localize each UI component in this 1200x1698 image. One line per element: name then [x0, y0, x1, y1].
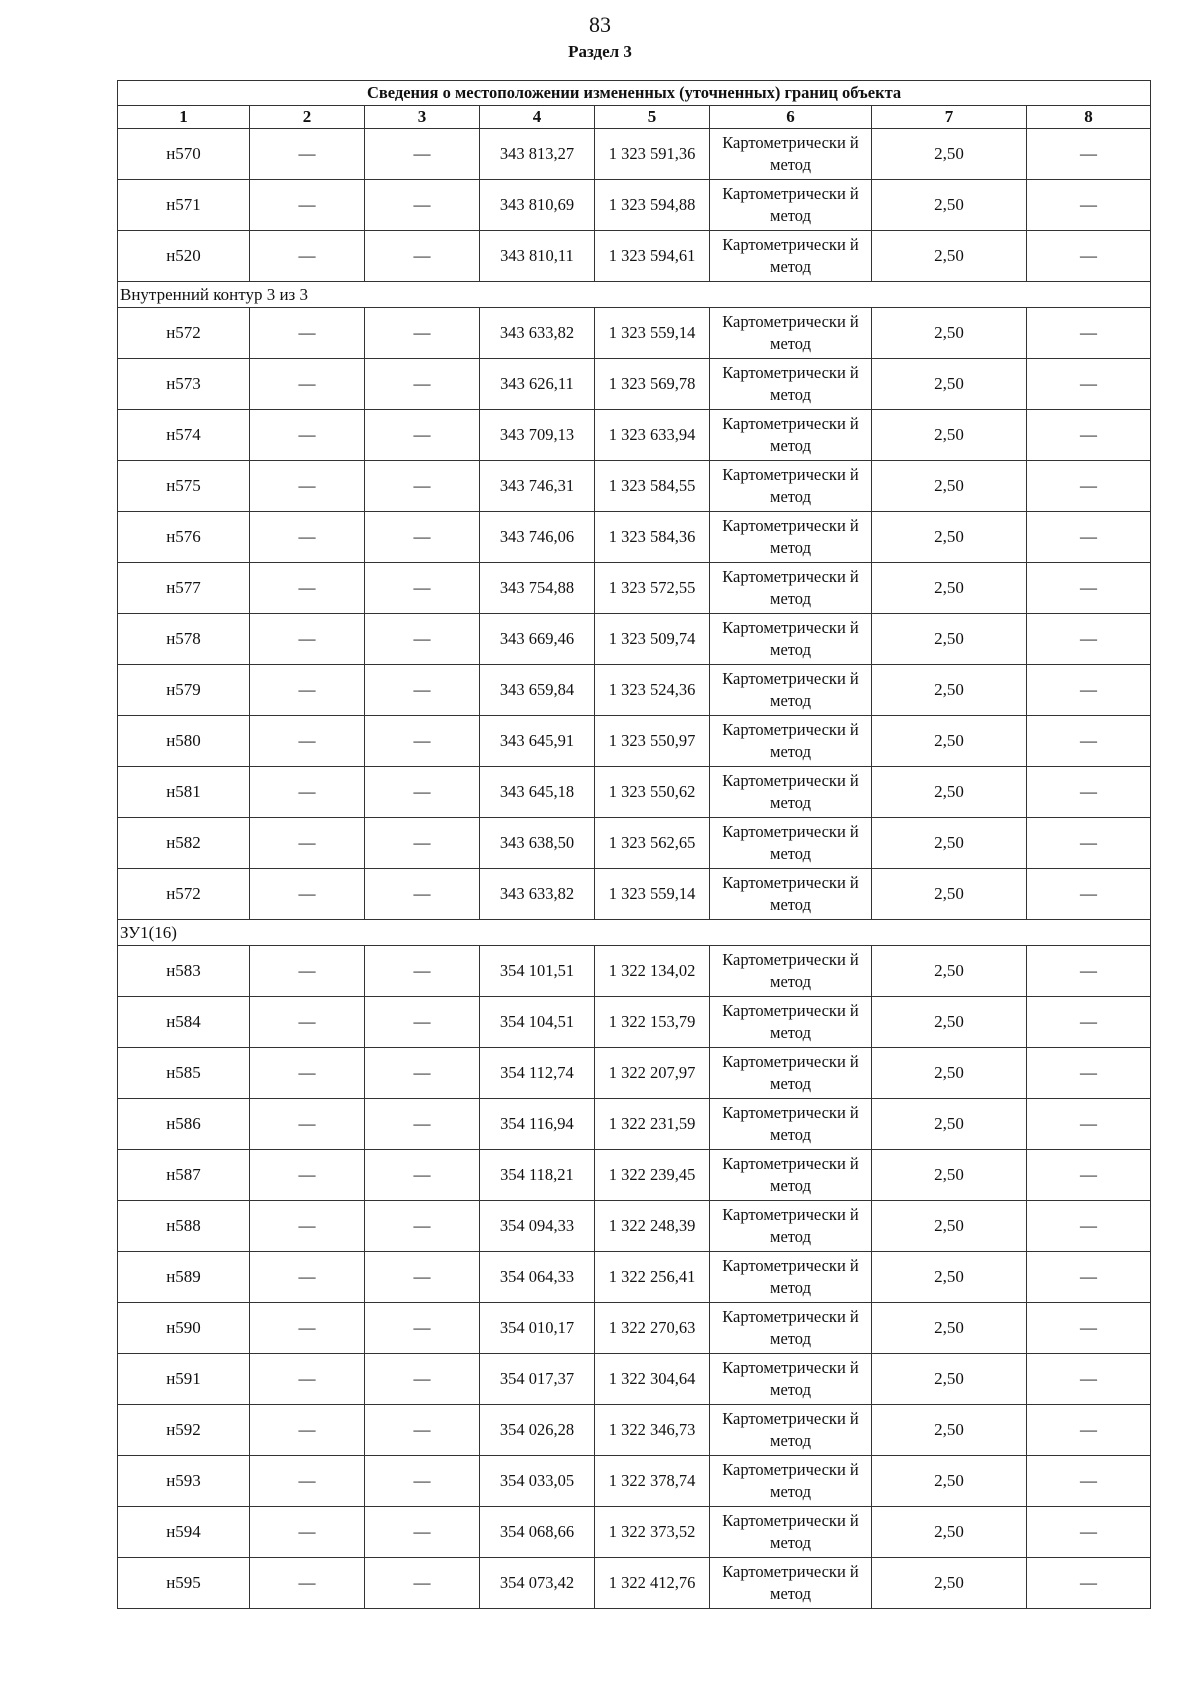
- point-number: н590: [118, 1303, 250, 1354]
- table-row: [118, 129, 1151, 180]
- coordinate-y: 1 323 594,61: [595, 231, 710, 282]
- cell-col-8: —: [1027, 818, 1151, 869]
- column-number: 1: [118, 106, 250, 129]
- table-row: [118, 231, 1151, 282]
- cell-col-3: —: [365, 461, 480, 512]
- cell-col-2: —: [250, 716, 365, 767]
- contour-header-row: [118, 282, 1151, 308]
- cell-col-8: —: [1027, 614, 1151, 665]
- point-number: н572: [118, 308, 250, 359]
- cell-col-2: —: [250, 869, 365, 920]
- cell-col-8: —: [1027, 997, 1151, 1048]
- cell-col-8: —: [1027, 410, 1151, 461]
- point-number: н576: [118, 512, 250, 563]
- page-number: 83: [589, 12, 611, 37]
- column-number: 5: [595, 106, 710, 129]
- column-number-row: [118, 106, 1151, 129]
- column-number: 4: [480, 106, 595, 129]
- method: Картометрически й метод: [710, 180, 872, 231]
- cell-col-8: —: [1027, 1099, 1151, 1150]
- column-number: 6: [710, 106, 872, 129]
- cell-col-2: —: [250, 563, 365, 614]
- table-row: [118, 1252, 1151, 1303]
- method: Картометрически й метод: [710, 1201, 872, 1252]
- coordinate-x: 343 746,06: [480, 512, 595, 563]
- accuracy: 2,50: [872, 716, 1027, 767]
- coordinate-x: 354 094,33: [480, 1201, 595, 1252]
- cell-col-2: —: [250, 1507, 365, 1558]
- coordinate-x: 343 754,88: [480, 563, 595, 614]
- cell-col-2: —: [250, 1252, 365, 1303]
- cell-col-2: —: [250, 1303, 365, 1354]
- coordinate-y: 1 323 584,36: [595, 512, 710, 563]
- accuracy: 2,50: [872, 1252, 1027, 1303]
- table-row: [118, 180, 1151, 231]
- point-number: н579: [118, 665, 250, 716]
- point-number: н572: [118, 869, 250, 920]
- cell-col-8: —: [1027, 512, 1151, 563]
- cell-col-3: —: [365, 1558, 480, 1609]
- coordinate-x: 343 633,82: [480, 869, 595, 920]
- cell-col-3: —: [365, 818, 480, 869]
- accuracy: 2,50: [872, 1099, 1027, 1150]
- point-number: н595: [118, 1558, 250, 1609]
- table-row: [118, 869, 1151, 920]
- coordinate-y: 1 322 134,02: [595, 946, 710, 997]
- coordinate-x: 354 104,51: [480, 997, 595, 1048]
- table-row: [118, 1303, 1151, 1354]
- cell-col-8: —: [1027, 563, 1151, 614]
- method: Картометрически й метод: [710, 716, 872, 767]
- accuracy: 2,50: [872, 129, 1027, 180]
- point-number: н585: [118, 1048, 250, 1099]
- coordinate-y: 1 323 559,14: [595, 869, 710, 920]
- cell-col-2: —: [250, 1354, 365, 1405]
- coordinate-y: 1 323 509,74: [595, 614, 710, 665]
- cell-col-2: —: [250, 665, 365, 716]
- cell-col-2: —: [250, 1558, 365, 1609]
- point-number: н589: [118, 1252, 250, 1303]
- table-row: [118, 1201, 1151, 1252]
- cell-col-2: —: [250, 512, 365, 563]
- point-number: н586: [118, 1099, 250, 1150]
- table-row: [118, 1150, 1151, 1201]
- method: Картометрически й метод: [710, 767, 872, 818]
- cell-col-3: —: [365, 1405, 480, 1456]
- coordinate-x: 343 709,13: [480, 410, 595, 461]
- coordinate-y: 1 322 346,73: [595, 1405, 710, 1456]
- cell-col-3: —: [365, 308, 480, 359]
- point-number: н577: [118, 563, 250, 614]
- cell-col-3: —: [365, 1048, 480, 1099]
- cell-col-3: —: [365, 410, 480, 461]
- method: Картометрически й метод: [710, 1405, 872, 1456]
- cell-col-8: —: [1027, 359, 1151, 410]
- cell-col-3: —: [365, 665, 480, 716]
- point-number: н574: [118, 410, 250, 461]
- cell-col-3: —: [365, 231, 480, 282]
- cell-col-3: —: [365, 563, 480, 614]
- point-number: н591: [118, 1354, 250, 1405]
- coordinate-y: 1 322 270,63: [595, 1303, 710, 1354]
- point-number: н575: [118, 461, 250, 512]
- point-number: н587: [118, 1150, 250, 1201]
- coordinate-x: 354 073,42: [480, 1558, 595, 1609]
- cell-col-2: —: [250, 461, 365, 512]
- point-number: н580: [118, 716, 250, 767]
- coordinate-x: 343 645,18: [480, 767, 595, 818]
- cell-col-2: —: [250, 614, 365, 665]
- table-row: [118, 614, 1151, 665]
- cell-col-8: —: [1027, 1558, 1151, 1609]
- table-row: [118, 716, 1151, 767]
- cell-col-3: —: [365, 1456, 480, 1507]
- accuracy: 2,50: [872, 1150, 1027, 1201]
- cell-col-8: —: [1027, 1507, 1151, 1558]
- coordinate-y: 1 323 550,97: [595, 716, 710, 767]
- cell-col-3: —: [365, 869, 480, 920]
- cell-col-8: —: [1027, 1303, 1151, 1354]
- cell-col-3: —: [365, 614, 480, 665]
- table-row: [118, 1456, 1151, 1507]
- coordinate-x: 343 813,27: [480, 129, 595, 180]
- table-title: Сведения о местоположении измененных (уточненных) границ объекта: [118, 81, 1151, 106]
- method: Картометрически й метод: [710, 997, 872, 1048]
- coordinate-y: 1 323 569,78: [595, 359, 710, 410]
- cell-col-3: —: [365, 1354, 480, 1405]
- accuracy: 2,50: [872, 997, 1027, 1048]
- column-number: 2: [250, 106, 365, 129]
- cell-col-3: —: [365, 512, 480, 563]
- table-row: [118, 461, 1151, 512]
- cell-col-3: —: [365, 1252, 480, 1303]
- accuracy: 2,50: [872, 1405, 1027, 1456]
- table-row: [118, 1354, 1151, 1405]
- coordinate-x: 354 017,37: [480, 1354, 595, 1405]
- coordinate-y: 1 322 256,41: [595, 1252, 710, 1303]
- table-row: [118, 818, 1151, 869]
- accuracy: 2,50: [872, 1558, 1027, 1609]
- coordinate-y: 1 322 231,59: [595, 1099, 710, 1150]
- coordinate-y: 1 322 373,52: [595, 1507, 710, 1558]
- cell-col-2: —: [250, 129, 365, 180]
- method: Картометрически й метод: [710, 1048, 872, 1099]
- point-number: н592: [118, 1405, 250, 1456]
- column-number: 3: [365, 106, 480, 129]
- cell-col-8: —: [1027, 1252, 1151, 1303]
- method: Картометрически й метод: [710, 1099, 872, 1150]
- cell-col-3: —: [365, 359, 480, 410]
- table-row: [118, 410, 1151, 461]
- cell-col-3: —: [365, 180, 480, 231]
- table-row: [118, 1405, 1151, 1456]
- coordinate-y: 1 322 239,45: [595, 1150, 710, 1201]
- method: Картометрически й метод: [710, 129, 872, 180]
- table-row: [118, 308, 1151, 359]
- coordinate-y: 1 323 524,36: [595, 665, 710, 716]
- table-row: [118, 359, 1151, 410]
- coordinate-y: 1 322 412,76: [595, 1558, 710, 1609]
- cell-col-8: —: [1027, 1405, 1151, 1456]
- coordinate-x: 343 810,69: [480, 180, 595, 231]
- cell-col-8: —: [1027, 869, 1151, 920]
- coordinate-x: 354 101,51: [480, 946, 595, 997]
- coordinate-y: 1 323 591,36: [595, 129, 710, 180]
- cell-col-8: —: [1027, 716, 1151, 767]
- accuracy: 2,50: [872, 308, 1027, 359]
- method: Картометрически й метод: [710, 614, 872, 665]
- coordinate-y: 1 323 550,62: [595, 767, 710, 818]
- cell-col-8: —: [1027, 1201, 1151, 1252]
- contour-label: ЗУ1(16): [118, 920, 1151, 946]
- point-number: н581: [118, 767, 250, 818]
- column-number: 8: [1027, 106, 1151, 129]
- coordinate-x: 343 638,50: [480, 818, 595, 869]
- accuracy: 2,50: [872, 1354, 1027, 1405]
- coordinate-x: 343 645,91: [480, 716, 595, 767]
- coordinate-y: 1 322 153,79: [595, 997, 710, 1048]
- coordinate-y: 1 322 207,97: [595, 1048, 710, 1099]
- method: Картометрически й метод: [710, 1507, 872, 1558]
- accuracy: 2,50: [872, 563, 1027, 614]
- coordinate-x: 343 669,46: [480, 614, 595, 665]
- accuracy: 2,50: [872, 614, 1027, 665]
- cell-col-3: —: [365, 946, 480, 997]
- accuracy: 2,50: [872, 818, 1027, 869]
- coordinate-y: 1 322 378,74: [595, 1456, 710, 1507]
- cell-col-3: —: [365, 767, 480, 818]
- accuracy: 2,50: [872, 869, 1027, 920]
- method: Картометрически й метод: [710, 512, 872, 563]
- cell-col-2: —: [250, 359, 365, 410]
- cell-col-3: —: [365, 1303, 480, 1354]
- cell-col-3: —: [365, 1099, 480, 1150]
- method: Картометрически й метод: [710, 665, 872, 716]
- coordinate-x: 343 633,82: [480, 308, 595, 359]
- accuracy: 2,50: [872, 180, 1027, 231]
- accuracy: 2,50: [872, 359, 1027, 410]
- cell-col-2: —: [250, 1201, 365, 1252]
- coordinate-x: 354 026,28: [480, 1405, 595, 1456]
- coordinate-x: 354 010,17: [480, 1303, 595, 1354]
- table-row: [118, 946, 1151, 997]
- point-number: н582: [118, 818, 250, 869]
- method: Картометрически й метод: [710, 1252, 872, 1303]
- cell-col-8: —: [1027, 1048, 1151, 1099]
- cell-col-8: —: [1027, 665, 1151, 716]
- contour-label: Внутренний контур 3 из 3: [118, 282, 1151, 308]
- method: Картометрически й метод: [710, 1150, 872, 1201]
- coordinate-y: 1 323 562,65: [595, 818, 710, 869]
- cell-col-2: —: [250, 818, 365, 869]
- cell-col-2: —: [250, 997, 365, 1048]
- point-number: н520: [118, 231, 250, 282]
- cell-col-3: —: [365, 1507, 480, 1558]
- point-number: н570: [118, 129, 250, 180]
- point-number: н571: [118, 180, 250, 231]
- table-row: [118, 767, 1151, 818]
- cell-col-2: —: [250, 1456, 365, 1507]
- accuracy: 2,50: [872, 461, 1027, 512]
- table-row: [118, 1048, 1151, 1099]
- point-number: н583: [118, 946, 250, 997]
- cell-col-8: —: [1027, 180, 1151, 231]
- accuracy: 2,50: [872, 1048, 1027, 1099]
- method: Картометрически й метод: [710, 410, 872, 461]
- table-body: [118, 129, 1151, 1609]
- cell-col-2: —: [250, 1150, 365, 1201]
- table-row: [118, 563, 1151, 614]
- cell-col-8: —: [1027, 946, 1151, 997]
- cell-col-8: —: [1027, 308, 1151, 359]
- cell-col-2: —: [250, 767, 365, 818]
- accuracy: 2,50: [872, 1303, 1027, 1354]
- accuracy: 2,50: [872, 410, 1027, 461]
- method: Картометрически й метод: [710, 1456, 872, 1507]
- coordinate-x: 343 626,11: [480, 359, 595, 410]
- method: Картометрически й метод: [710, 563, 872, 614]
- method: Картометрически й метод: [710, 308, 872, 359]
- cell-col-2: —: [250, 1048, 365, 1099]
- cell-col-8: —: [1027, 461, 1151, 512]
- cell-col-2: —: [250, 180, 365, 231]
- coordinate-x: 354 068,66: [480, 1507, 595, 1558]
- cell-col-8: —: [1027, 1150, 1151, 1201]
- table-row: [118, 665, 1151, 716]
- method: Картометрически й метод: [710, 1303, 872, 1354]
- table-row: [118, 1558, 1151, 1609]
- coordinate-x: 343 746,31: [480, 461, 595, 512]
- accuracy: 2,50: [872, 1507, 1027, 1558]
- accuracy: 2,50: [872, 946, 1027, 997]
- method: Картометрически й метод: [710, 231, 872, 282]
- cell-col-2: —: [250, 1405, 365, 1456]
- method: Картометрически й метод: [710, 818, 872, 869]
- coordinate-y: 1 323 594,88: [595, 180, 710, 231]
- coordinate-y: 1 322 248,39: [595, 1201, 710, 1252]
- point-number: н578: [118, 614, 250, 665]
- cell-col-8: —: [1027, 231, 1151, 282]
- coordinate-y: 1 322 304,64: [595, 1354, 710, 1405]
- contour-header-row: [118, 920, 1151, 946]
- coordinate-x: 354 118,21: [480, 1150, 595, 1201]
- point-number: н584: [118, 997, 250, 1048]
- coordinate-x: 354 116,94: [480, 1099, 595, 1150]
- section-title: Раздел 3: [568, 42, 632, 61]
- coordinate-x: 343 659,84: [480, 665, 595, 716]
- point-number: н594: [118, 1507, 250, 1558]
- cell-col-2: —: [250, 308, 365, 359]
- cell-col-2: —: [250, 410, 365, 461]
- method: Картометрически й метод: [710, 461, 872, 512]
- accuracy: 2,50: [872, 767, 1027, 818]
- method: Картометрически й метод: [710, 1354, 872, 1405]
- table-row: [118, 512, 1151, 563]
- coordinate-x: 343 810,11: [480, 231, 595, 282]
- accuracy: 2,50: [872, 231, 1027, 282]
- cell-col-2: —: [250, 946, 365, 997]
- point-number: н588: [118, 1201, 250, 1252]
- method: Картометрически й метод: [710, 359, 872, 410]
- cell-col-8: —: [1027, 1354, 1151, 1405]
- point-number: н593: [118, 1456, 250, 1507]
- table-row: [118, 1507, 1151, 1558]
- cell-col-3: —: [365, 716, 480, 767]
- coordinate-x: 354 112,74: [480, 1048, 595, 1099]
- coordinate-y: 1 323 572,55: [595, 563, 710, 614]
- cell-col-8: —: [1027, 767, 1151, 818]
- coordinate-y: 1 323 633,94: [595, 410, 710, 461]
- cell-col-3: —: [365, 1150, 480, 1201]
- coordinate-y: 1 323 559,14: [595, 308, 710, 359]
- cell-col-3: —: [365, 1201, 480, 1252]
- method: Картометрически й метод: [710, 946, 872, 997]
- method: Картометрически й метод: [710, 869, 872, 920]
- accuracy: 2,50: [872, 665, 1027, 716]
- coordinate-x: 354 033,05: [480, 1456, 595, 1507]
- cell-col-8: —: [1027, 1456, 1151, 1507]
- cell-col-2: —: [250, 231, 365, 282]
- table-row: [118, 997, 1151, 1048]
- accuracy: 2,50: [872, 1201, 1027, 1252]
- point-number: н573: [118, 359, 250, 410]
- accuracy: 2,50: [872, 1456, 1027, 1507]
- cell-col-3: —: [365, 129, 480, 180]
- cell-col-3: —: [365, 997, 480, 1048]
- accuracy: 2,50: [872, 512, 1027, 563]
- coordinate-y: 1 323 584,55: [595, 461, 710, 512]
- cell-col-2: —: [250, 1099, 365, 1150]
- table-row: [118, 1099, 1151, 1150]
- column-number: 7: [872, 106, 1027, 129]
- boundary-coordinates-table: [117, 80, 1151, 1609]
- coordinate-x: 354 064,33: [480, 1252, 595, 1303]
- cell-col-8: —: [1027, 129, 1151, 180]
- method: Картометрически й метод: [710, 1558, 872, 1609]
